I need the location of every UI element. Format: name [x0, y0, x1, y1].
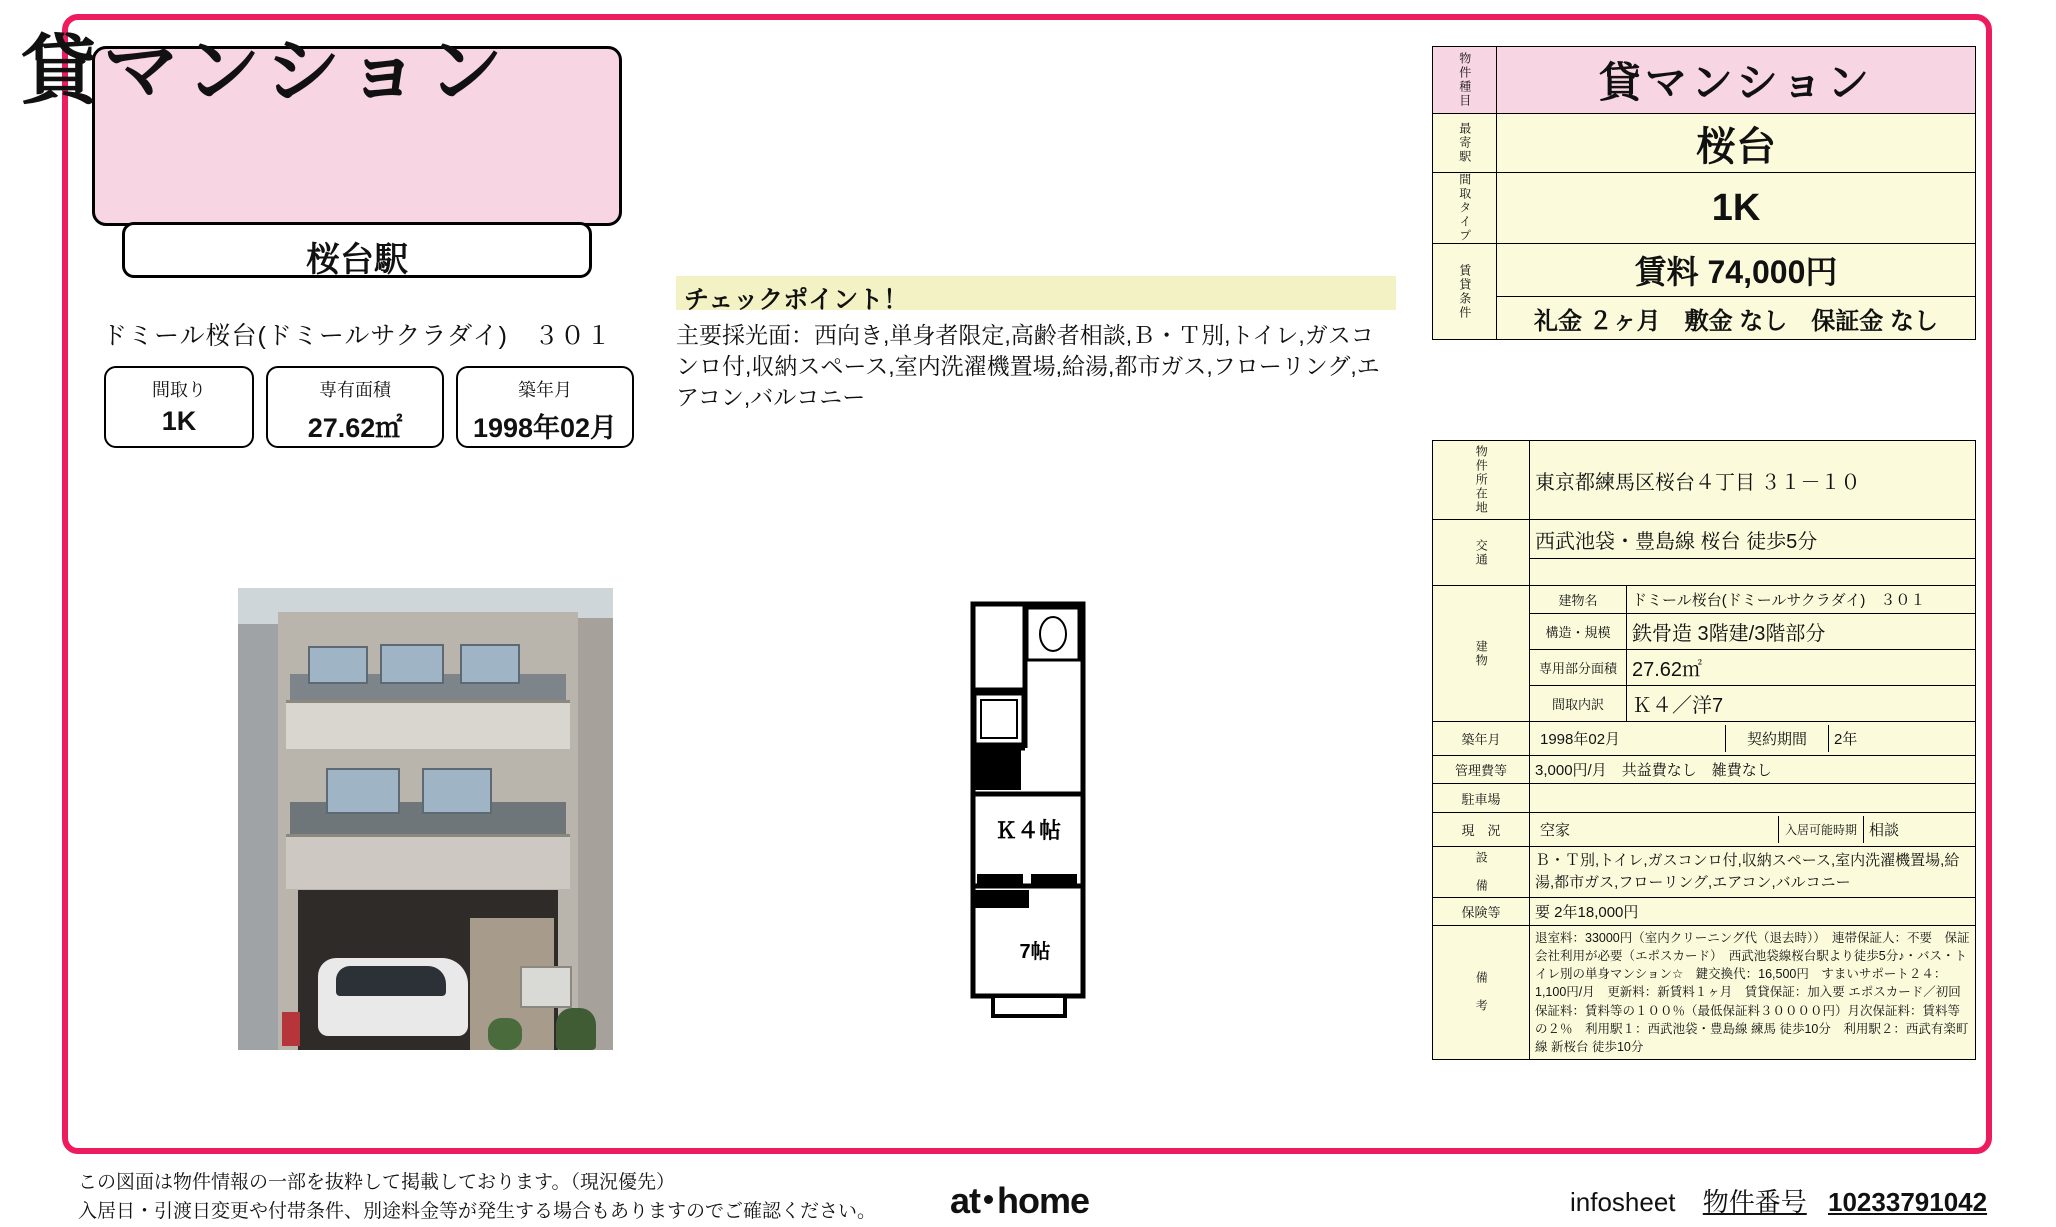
- checkpoint-body: 主要採光面：西向き,単身者限定,高齢者相談,Ｂ・Ｔ別,トイレ,ガスコンロ付,収納スペース,室内洗濯機置場,給湯,都市ガス,フローリング,エアコン,バルコニー: [676, 322, 1380, 411]
- detail-value-equipment: Ｂ・Ｔ別,トイレ,ガスコンロ付,収納スペース,室内洗濯機置場,給湯,都市ガス,フローリング,エアコン,バルコニー: [1530, 847, 1976, 898]
- footer-note-line1: この図面は物件情報の一部を抜粋して掲載しております。（現況優先）: [78, 1172, 675, 1193]
- summary-value-station: 桜台: [1496, 114, 1975, 173]
- detail-row-access: [1433, 520, 1976, 559]
- detail-key-structure: 構造・規模: [1530, 614, 1627, 650]
- detail-value-address: 東京都練馬区桜台４丁目 ３１－１０: [1530, 441, 1976, 520]
- detail-value-insurance: 要 2年18,000円: [1530, 898, 1976, 926]
- photo-window: [380, 644, 444, 684]
- property-type-title: 貸マンション: [20, 29, 510, 114]
- athome-logo-at: at: [950, 1180, 981, 1221]
- photo-window: [460, 644, 520, 684]
- detail-label-year: 築年月: [1433, 722, 1530, 756]
- detail-row-parking: [1433, 784, 1976, 813]
- photo-object-red: [282, 1012, 300, 1046]
- detail-label-contract: 契約期間: [1726, 725, 1829, 752]
- detail-label-building: 建物: [1433, 586, 1530, 722]
- spec-layout-value: 1K: [161, 406, 197, 436]
- detail-label-address: 物件所在地: [1433, 441, 1530, 520]
- summary-label-layout: 間取タイプ: [1433, 173, 1497, 244]
- spec-layout-label: 間取り: [152, 380, 206, 400]
- summary-row-layout: [1433, 173, 1976, 244]
- checkpoint-title: チェックポイント！: [684, 286, 909, 314]
- property-no-value: 10233791042: [1828, 1187, 1988, 1217]
- summary-label-type: 物件種目: [1433, 47, 1497, 114]
- footer-infosheet: [1570, 1182, 1987, 1219]
- station-label: 桜台駅: [306, 241, 408, 279]
- detail-value-rooms: Ｋ４／洋7: [1627, 686, 1976, 722]
- detail-row-remarks: [1433, 926, 1976, 1060]
- detail-row-status: [1433, 813, 1976, 847]
- summary-value-deposit: 礼金 ２ヶ月 敷金 なし 保証金 なし: [1496, 297, 1975, 340]
- summary-value-type: 貸マンション: [1496, 47, 1975, 114]
- detail-value-status: 空家: [1540, 822, 1571, 839]
- svg-text:7帖: 7帖: [1019, 941, 1051, 963]
- photo-balcony-upper: [286, 700, 570, 749]
- detail-value-area: 27.62㎡: [1627, 650, 1976, 686]
- detail-value-access: 西武池袋・豊島線 桜台 徒歩5分: [1530, 520, 1976, 559]
- detail-label-parking: 駐車場: [1433, 784, 1530, 813]
- photo-plant: [488, 1018, 522, 1050]
- summary-label-terms: 賃貸条件: [1433, 244, 1497, 340]
- detail-label-equipment: 設 備: [1433, 847, 1530, 898]
- detail-value-access-extra: [1530, 559, 1976, 586]
- floor-plan: [965, 598, 1105, 1018]
- spec-layout: [104, 366, 254, 448]
- summary-row-rent: [1433, 244, 1976, 297]
- spec-area: [266, 366, 444, 448]
- athome-logo: [950, 1180, 1089, 1222]
- detail-label-status: 現 況: [1433, 813, 1530, 847]
- spec-row: [104, 366, 624, 448]
- detail-table: [1432, 440, 1976, 1060]
- detail-row-fee: [1433, 756, 1976, 784]
- photo-ac-unit: [520, 966, 572, 1008]
- photo-plant: [556, 1008, 596, 1050]
- spec-year-value: 1998年02月: [472, 413, 618, 443]
- infosheet-label: infosheet: [1570, 1187, 1676, 1217]
- property-photo: [238, 588, 613, 1050]
- footer-note: [78, 1168, 876, 1227]
- footer-note-line2: 入居日・引渡日変更や付帯条件、別途料金等が発生する場合もありますのでご確認ください。: [78, 1201, 877, 1223]
- detail-value-building-name: ドミール桜台(ドミールサクラダイ) ３０１: [1627, 586, 1976, 614]
- athome-logo-home: home: [997, 1180, 1090, 1221]
- detail-row-address: [1433, 441, 1976, 520]
- summary-row-station: [1433, 114, 1976, 173]
- photo-window: [422, 768, 492, 814]
- summary-table: [1432, 46, 1976, 340]
- detail-value-contract: 2年: [1829, 725, 1971, 752]
- summary-value-layout: 1K: [1496, 173, 1975, 244]
- detail-value-fee: 3,000円/月 共益費なし 雑費なし: [1530, 756, 1976, 784]
- detail-value-year-cell: [1530, 722, 1976, 756]
- detail-value-year: 1998年02月: [1540, 731, 1621, 748]
- detail-value-movein: 相談: [1864, 816, 1971, 843]
- building-name: ドミール桜台(ドミールサクラダイ) ３０１: [102, 322, 612, 350]
- photo-window: [308, 646, 368, 684]
- spec-year: [456, 366, 634, 448]
- detail-row-year: [1433, 722, 1976, 756]
- detail-key-building-name: 建物名: [1530, 586, 1627, 614]
- summary-label-station: 最寄駅: [1433, 114, 1497, 173]
- detail-row-insurance: [1433, 898, 1976, 926]
- detail-value-status-cell: [1530, 813, 1976, 847]
- detail-label-access: 交通: [1433, 520, 1530, 586]
- svg-text:Ｋ４帖: Ｋ４帖: [994, 818, 1062, 843]
- property-no-label: 物件番号: [1702, 1187, 1807, 1217]
- summary-row-type: [1433, 47, 1976, 114]
- detail-label-remarks: 備 考: [1433, 926, 1530, 1060]
- spec-year-label: 築年月: [518, 380, 572, 400]
- summary-row-deposit: [1433, 297, 1976, 340]
- spec-area-label: 専有面積: [319, 380, 391, 400]
- spec-area-value: 27.62㎡: [307, 413, 403, 443]
- photo-balcony-lower: [286, 834, 570, 889]
- detail-value-structure: 鉄骨造 3階建/3階部分: [1627, 614, 1976, 650]
- photo-car: [318, 958, 468, 1036]
- detail-key-area: 専用部分面積: [1530, 650, 1627, 686]
- checkpoint-title-band: [676, 276, 1396, 314]
- detail-label-fee: 管理費等: [1433, 756, 1530, 784]
- summary-value-rent: 賃料 74,000円: [1496, 244, 1975, 297]
- detail-row-equipment: [1433, 847, 1976, 898]
- detail-label-insurance: 保険等: [1433, 898, 1530, 926]
- detail-row-building-name: [1433, 586, 1976, 614]
- athome-logo-dot-icon: [984, 1195, 993, 1204]
- photo-window: [326, 768, 400, 814]
- detail-key-rooms: 間取内訳: [1530, 686, 1627, 722]
- detail-value-remarks: 退室料：33000円（室内クリーニング代（退去時）） 連帯保証人：不要 保証会社利用が必要（エポスカード） 西武池袋線桜台駅より徒歩5分♪・バス・トイレ別の単身マンション☆ 鍵交換代：16,500円 すまいサポート２４：1,100円/月 更新料：新賃料１ヶ月 賃貸保証：加入要 エポスカード／初回保証料：賃料等の１００％（最低保証料３００００円）月次保証料：賃料等の２％ 利用駅１：西武池袋・豊島線 練馬 徒歩10分 利用駅２：西武有楽町線 新桜台 徒歩10分: [1530, 926, 1976, 1060]
- detail-label-movein: 入居可能時期: [1779, 816, 1864, 843]
- detail-value-parking: [1530, 784, 1976, 813]
